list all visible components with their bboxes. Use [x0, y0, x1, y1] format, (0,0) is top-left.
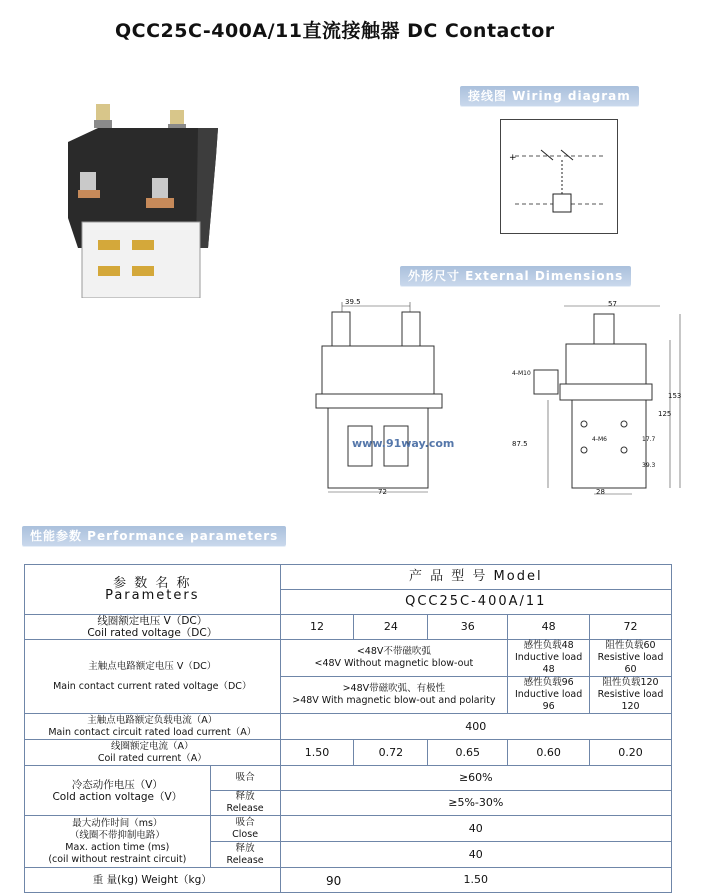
load-current-cn: 主触点电路额定负载电流（A） — [87, 714, 218, 726]
dim-side-h3: 87.5 — [512, 440, 528, 448]
dim-side-h1: 125 — [658, 410, 672, 418]
lt48-cell — [280, 640, 508, 677]
side-view-drawing — [520, 300, 690, 500]
dim-side-h4: 17.7 — [642, 436, 656, 443]
lt48-cn: <48V不带磁吹弧 — [356, 646, 431, 657]
lt48-en: <48V Without magnetic blow-out — [314, 658, 474, 669]
coil-current-48: 0.60 — [508, 740, 590, 766]
coil-voltage-cn: 线圈额定电压 V（DC） — [97, 615, 208, 627]
dim-side-top: 57 — [608, 300, 617, 308]
cold-close-cn: 吸合 — [235, 772, 255, 783]
time-close-label — [210, 816, 280, 842]
dim-side-bottom: 28 — [596, 488, 605, 496]
ind96-cn: 感性负载96 — [523, 677, 574, 688]
coil-voltage-label — [25, 615, 281, 640]
cold-release-value: ≥5%-30% — [280, 791, 671, 816]
section-external-dimensions: 外形尺寸 External Dimensions — [400, 266, 631, 286]
res60-cell — [590, 640, 672, 677]
coil-current-cn: 线圈额定电流（A） — [111, 740, 194, 752]
coil-voltage-24: 24 — [354, 615, 428, 640]
coil-voltage-12: 12 — [280, 615, 354, 640]
weight-label: 重 量(kg) Weight（kg） — [25, 868, 281, 893]
dim-side-h2: 153 — [668, 392, 682, 400]
time-en1: Max. action time (ms) — [65, 841, 170, 853]
front-view-drawing — [310, 298, 460, 498]
dim-front-top: 39.5 — [345, 298, 361, 306]
res120-cell — [590, 677, 672, 714]
svg-text:+: + — [509, 153, 517, 163]
time-release-value: 40 — [280, 842, 671, 868]
param-header-cell — [25, 565, 281, 615]
res60-cn: 阻性负载60 — [605, 640, 656, 651]
weight-value: 1.50 — [280, 868, 671, 893]
coil-current-12: 1.50 — [280, 740, 354, 766]
page-title: QCC25C-400A/11直流接触器 DC Contactor — [115, 20, 555, 42]
time-close-en: Close — [232, 828, 259, 840]
dim-side-m10: 4-M10 — [512, 370, 531, 377]
cold-close-label — [210, 766, 280, 791]
res120-en: Resistive load 120 — [597, 689, 664, 712]
watermark: www.91way.com — [352, 437, 455, 450]
coil-current-72: 0.20 — [590, 740, 672, 766]
ind96-en: Inductive load 96 — [514, 689, 583, 712]
gt48-cn: >48V带磁吹弧、有极性 — [342, 683, 446, 694]
main-voltage-en: Main contact current rated voltage（DC） — [53, 680, 252, 692]
section-wiring-diagram: 接线图 Wiring diagram — [460, 86, 639, 106]
main-voltage-cn: 主触点电路额定电压 V（DC） — [88, 660, 217, 672]
product-photo — [58, 98, 226, 298]
time-close-value: 40 — [280, 816, 671, 842]
res60-en: Resistive load 60 — [597, 652, 664, 675]
cold-en: Cold action voltage（V） — [52, 790, 183, 803]
cold-release-en: Release — [226, 803, 264, 814]
time-cn1: 最大动作时间（ms） — [72, 817, 163, 829]
coil-current-36: 0.65 — [428, 740, 508, 766]
dim-side-m6: 4-M6 — [592, 436, 607, 443]
section-performance-parameters: 性能参数 Performance parameters — [22, 526, 286, 546]
cold-release-cn: 释放 — [235, 791, 255, 802]
load-current-value: 400 — [280, 714, 671, 740]
page-number: 90 — [326, 874, 342, 888]
model-value: QCC25C-400A/11 — [280, 590, 671, 615]
load-current-en: Main contact circuit rated load current（A） — [48, 726, 257, 738]
coil-current-24: 0.72 — [354, 740, 428, 766]
ind48-en: Inductive load 48 — [514, 652, 583, 675]
param-name-en: Parameters — [105, 587, 200, 603]
ind96-cell — [508, 677, 590, 714]
cold-release-label — [210, 791, 280, 816]
main-voltage-label — [25, 640, 281, 714]
action-time-label — [25, 816, 211, 868]
cold-cn: 冷态动作电压（V） — [71, 778, 163, 791]
time-release-en: Release — [226, 854, 264, 866]
wiring-diagram — [500, 119, 618, 234]
gt48-cell — [280, 677, 508, 714]
model-header: 产 品 型 号 Model — [280, 565, 671, 590]
coil-voltage-en: Coil rated voltage（DC） — [87, 627, 218, 639]
res120-cn: 阻性负载120 — [602, 677, 659, 688]
coil-voltage-72: 72 — [590, 615, 672, 640]
ind48-cell — [508, 640, 590, 677]
coil-voltage-48: 48 — [508, 615, 590, 640]
coil-voltage-36: 36 — [428, 615, 508, 640]
gt48-en: >48V With magnetic blow-out and polarity — [292, 695, 496, 706]
dim-front-bottom: 72 — [378, 488, 387, 496]
cold-close-value: ≥60% — [280, 766, 671, 791]
coil-current-en: Coil rated current（A） — [97, 752, 207, 764]
parameters-table — [24, 564, 672, 893]
cold-voltage-label — [25, 766, 211, 816]
param-name-cn: 参 数 名 称 — [113, 575, 192, 591]
time-release-label — [210, 842, 280, 868]
time-close-cn: 吸合 — [235, 816, 255, 828]
time-release-cn: 释放 — [235, 842, 255, 854]
dim-side-h5: 39.3 — [642, 462, 656, 469]
coil-current-label — [25, 740, 281, 766]
load-current-label — [25, 714, 281, 740]
time-cn2: （线圈不带抑制电路） — [69, 829, 165, 841]
time-en2: (coil without restraint circuit) — [48, 853, 187, 865]
ind48-cn: 感性负载48 — [523, 640, 574, 651]
